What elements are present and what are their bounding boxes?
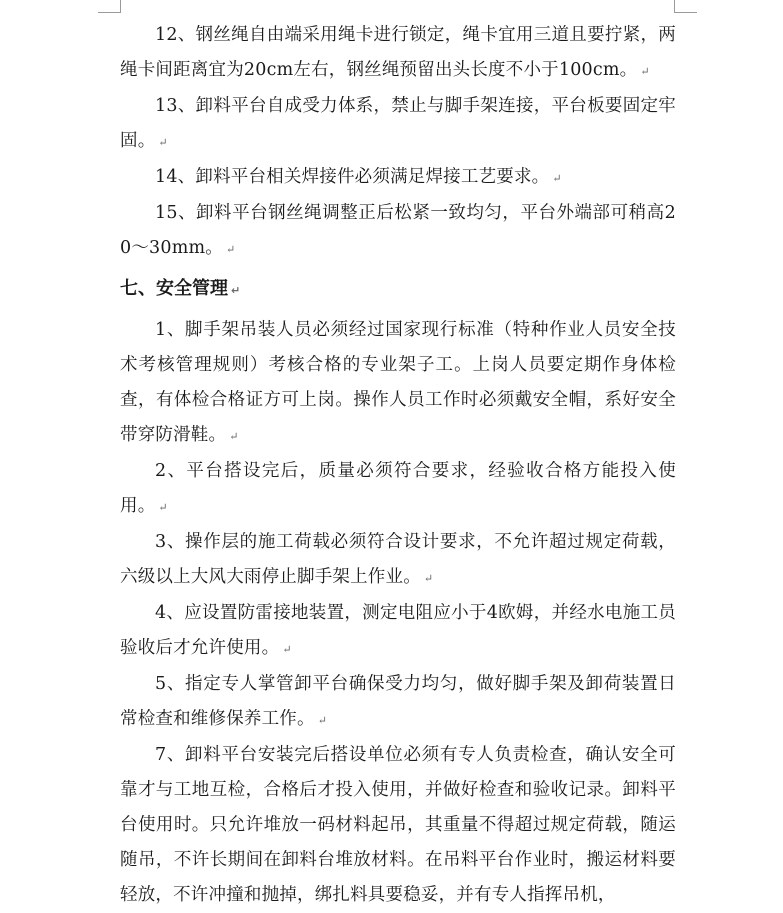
paragraph-mark-icon: ↵ [158,501,168,514]
paragraph-item-12 [120,18,676,89]
paragraph-text: 14、卸料平台相关焊接件必须满足焊接工艺要求。 [155,167,550,187]
paragraph-mark-icon: ↵ [640,65,650,78]
section-heading-text: 七、安全管理 [120,278,228,299]
paragraph-text: 13、卸料平台自成受力体系，禁止与脚手架连接，平台板要固定牢固。 [120,96,676,151]
paragraph-mark-icon: ↵ [158,136,168,149]
paragraph-item-15 [120,196,676,267]
paragraph-item-14 [120,160,676,196]
safety-item-7 [120,738,676,913]
paragraph-mark-icon: ↵ [229,430,239,443]
safety-item-1 [120,313,676,454]
paragraph-mark-icon: ↵ [552,172,562,185]
paragraph-text: 15、卸料平台钢丝绳调整正后松紧一致均匀，平台外端部可稍高20～30mm。 [120,203,676,258]
paragraph-mark-icon: ↵ [423,572,434,585]
safety-item-2 [120,454,676,525]
paragraph-text: 7、卸料平台安装完后搭设单位必须有专人负责检查，确认安全可靠才与工地互检，合格后才投入使用，并做好检查和验收记录。卸料平台使用时。只允许堆放一码材料起吊，其重量不得超过规定荷载，随运随吊，不许长期间在卸料台堆放材料。在吊料平台作业时，搬运材料要轻放，不许冲撞和抛掉，绑扎料具要稳妥，并有专人指挥吊机， [120,745,676,905]
paragraph-mark-icon: ↵ [282,643,292,656]
paragraph-item-13 [120,89,676,160]
paragraph-text: 3、操作层的施工荷载必须符合设计要求，不允许超过规定荷载，六级以上大风大雨停止脚手架上作业。 [120,532,676,587]
paragraph-mark-icon: ↵ [317,714,328,727]
section-heading [120,271,676,309]
paragraph-mark-icon: ↵ [226,243,236,256]
paragraph-text: 4、应设置防雷接地装置，测定电阻应小于4欧姆，并经水电施工员验收后才允许使用。 [120,603,676,658]
safety-item-5 [120,667,676,738]
safety-item-4 [120,596,676,667]
paragraph-mark-icon: ↵ [231,284,241,297]
paragraph-text: 5、指定专人掌管卸平台确保受力均匀，做好脚手架及卸荷装置日常检查和维修保养工作。 [120,674,676,729]
paragraph-text: 1、脚手架吊装人员必须经过国家现行标准（特种作业人员安全技术考核管理规则）考核合格的专业架子工。上岗人员要定期作身体检查，有体检合格证方可上岗。操作人员工作时必须戴安全帽，系好安全带穿防滑鞋。 [120,320,676,445]
paragraph-text: 12、钢丝绳自由端采用绳卡进行锁定，绳卡宜用三道且要拧紧，两绳卡间距离宜为20cm左右，钢丝绳预留出头长度不小于100cm。 [120,25,676,80]
safety-item-3 [120,525,676,596]
document-body[interactable] [120,18,676,913]
paragraph-text: 2、平台搭设完后，质量必须符合要求，经验收合格方能投入使用。 [120,461,676,516]
left-margin-corner-mark [98,0,121,13]
right-margin-corner-mark [674,0,697,13]
